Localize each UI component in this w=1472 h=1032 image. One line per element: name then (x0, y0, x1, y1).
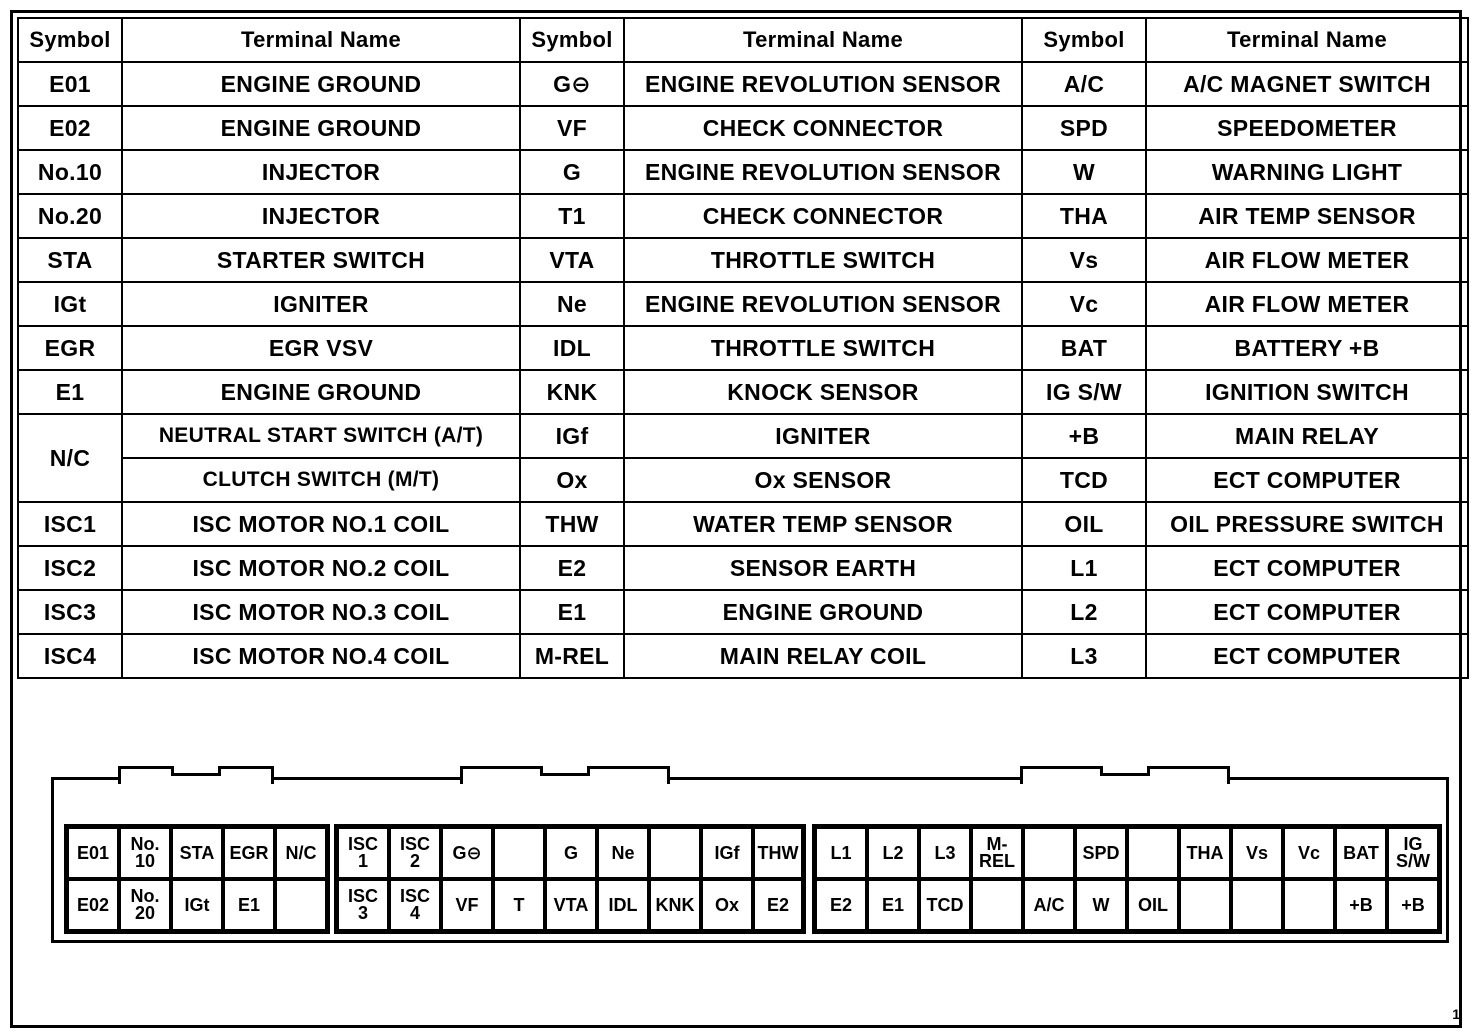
connector-pin: L3 (919, 827, 971, 879)
connector-pin: ISC 4 (389, 879, 441, 931)
terminal-name-cell: ENGINE GROUND (122, 106, 520, 150)
terminal-name-cell: ENGINE GROUND (624, 590, 1022, 634)
terminal-name-cell: ISC MOTOR NO.2 COIL (122, 546, 520, 590)
terminal-name-cell: ENGINE REVOLUTION SENSOR (624, 62, 1022, 106)
connector-pin: E02 (67, 879, 119, 931)
connector-pin: Vc (1283, 827, 1335, 879)
terminal-name-cell: THROTTLE SWITCH (624, 238, 1022, 282)
table-row (18, 326, 1468, 370)
connector-pin: W (1075, 879, 1127, 931)
connector-pin: E2 (815, 879, 867, 931)
connector-pin (1023, 827, 1075, 879)
table-row (18, 150, 1468, 194)
symbol-cell: L3 (1022, 634, 1146, 678)
terminal-name-cell: ISC MOTOR NO.1 COIL (122, 502, 520, 546)
connector-pin: IG S/W (1387, 827, 1439, 879)
connector-pin: STA (171, 827, 223, 879)
symbol-cell: G⊖ (520, 62, 624, 106)
terminal-name-cell: NEUTRAL START SWITCH (A/T) (122, 414, 520, 458)
terminal-name-cell: SENSOR EARTH (624, 546, 1022, 590)
connector-latch-tab (118, 766, 274, 784)
connector-pin: +B (1335, 879, 1387, 931)
symbol-cell: No.20 (18, 194, 122, 238)
connector-pin: Ne (597, 827, 649, 879)
symbol-cell: Vc (1022, 282, 1146, 326)
terminal-name-cell: AIR FLOW METER (1146, 238, 1468, 282)
symbol-cell: BAT (1022, 326, 1146, 370)
connector-pin: THW (753, 827, 803, 879)
header-terminal-name-1: Terminal Name (122, 18, 520, 62)
terminal-name-cell: KNOCK SENSOR (624, 370, 1022, 414)
connector-block-1 (64, 824, 330, 934)
document-frame (10, 10, 1462, 1028)
terminal-name-cell: INJECTOR (122, 150, 520, 194)
connector-pin (1231, 879, 1283, 931)
connector-pin: VTA (545, 879, 597, 931)
connector-latch-tab (460, 766, 670, 784)
symbol-cell: ISC4 (18, 634, 122, 678)
connector-pin: No. 10 (119, 827, 171, 879)
symbol-cell: ISC2 (18, 546, 122, 590)
terminal-name-cell: WATER TEMP SENSOR (624, 502, 1022, 546)
table-row (18, 62, 1468, 106)
connector-pin: THA (1179, 827, 1231, 879)
symbol-cell: L1 (1022, 546, 1146, 590)
connector-pin: E1 (867, 879, 919, 931)
header-symbol-3: Symbol (1022, 18, 1146, 62)
symbol-cell: IGf (520, 414, 624, 458)
connector-pin: KNK (649, 879, 701, 931)
symbol-cell: E01 (18, 62, 122, 106)
ecu-connector-diagram (51, 777, 1449, 943)
connector-pin: ISC 1 (337, 827, 389, 879)
symbol-cell: E1 (18, 370, 122, 414)
connector-pin (1283, 879, 1335, 931)
connector-pin: ISC 2 (389, 827, 441, 879)
symbol-cell: Ox (520, 458, 624, 502)
symbol-cell: W (1022, 150, 1146, 194)
symbol-cell: T1 (520, 194, 624, 238)
terminal-name-cell: ECT COMPUTER (1146, 546, 1468, 590)
connector-latch-tab (1020, 766, 1230, 784)
symbol-cell: EGR (18, 326, 122, 370)
symbol-cell: THA (1022, 194, 1146, 238)
connector-pin: IGf (701, 827, 753, 879)
terminal-name-cell: ISC MOTOR NO.4 COIL (122, 634, 520, 678)
symbol-cell: ISC3 (18, 590, 122, 634)
symbol-cell: IG S/W (1022, 370, 1146, 414)
symbol-cell: A/C (1022, 62, 1146, 106)
terminal-name-cell: CHECK CONNECTOR (624, 194, 1022, 238)
terminal-name-cell: INJECTOR (122, 194, 520, 238)
symbol-cell: KNK (520, 370, 624, 414)
connector-pin: IDL (597, 879, 649, 931)
terminal-name-cell: ECT COMPUTER (1146, 590, 1468, 634)
connector-pin (1127, 827, 1179, 879)
symbol-cell: M-REL (520, 634, 624, 678)
connector-pin: Ox (701, 879, 753, 931)
terminal-name-cell: ECT COMPUTER (1146, 634, 1468, 678)
symbol-cell: IDL (520, 326, 624, 370)
connector-pin: A/C (1023, 879, 1075, 931)
symbol-cell: VTA (520, 238, 624, 282)
table-row (18, 282, 1468, 326)
terminal-name-cell: ISC MOTOR NO.3 COIL (122, 590, 520, 634)
symbol-cell: IGt (18, 282, 122, 326)
symbol-cell: SPD (1022, 106, 1146, 150)
symbol-cell: VF (520, 106, 624, 150)
terminal-name-cell: IGNITER (122, 282, 520, 326)
table-row (18, 458, 1468, 502)
connector-pin: OIL (1127, 879, 1179, 931)
terminal-name-cell: ECT COMPUTER (1146, 458, 1468, 502)
symbol-cell: ISC1 (18, 502, 122, 546)
connector-pin: +B (1387, 879, 1439, 931)
table-row (18, 238, 1468, 282)
connector-pin: E1 (223, 879, 275, 931)
connector-pin: G (545, 827, 597, 879)
terminal-name-cell: CHECK CONNECTOR (624, 106, 1022, 150)
terminal-name-cell: STARTER SWITCH (122, 238, 520, 282)
header-terminal-name-2: Terminal Name (624, 18, 1022, 62)
terminal-name-cell: Ox SENSOR (624, 458, 1022, 502)
connector-pin: L1 (815, 827, 867, 879)
symbol-cell: E02 (18, 106, 122, 150)
terminal-name-cell: A/C MAGNET SWITCH (1146, 62, 1468, 106)
terminal-name-cell: BATTERY +B (1146, 326, 1468, 370)
connector-block-2 (334, 824, 806, 934)
symbol-cell: G (520, 150, 624, 194)
symbol-cell: Ne (520, 282, 624, 326)
terminal-name-cell: AIR FLOW METER (1146, 282, 1468, 326)
connector-pin (649, 827, 701, 879)
terminal-name-cell: MAIN RELAY COIL (624, 634, 1022, 678)
header-symbol-2: Symbol (520, 18, 624, 62)
symbol-cell: L2 (1022, 590, 1146, 634)
connector-pin: M- REL (971, 827, 1023, 879)
header-symbol-1: Symbol (18, 18, 122, 62)
table-row (18, 502, 1468, 546)
symbol-cell: E2 (520, 546, 624, 590)
table-row (18, 370, 1468, 414)
symbol-cell: THW (520, 502, 624, 546)
connector-pin: N/C (275, 827, 327, 879)
symbol-cell: +B (1022, 414, 1146, 458)
symbol-cell: No.10 (18, 150, 122, 194)
connector-pin: ISC 3 (337, 879, 389, 931)
symbol-cell: E1 (520, 590, 624, 634)
terminal-name-cell: IGNITER (624, 414, 1022, 458)
table-header-row (18, 18, 1468, 62)
connector-pin: G⊖ (441, 827, 493, 879)
terminal-table (17, 17, 1469, 679)
terminal-name-cell: ENGINE REVOLUTION SENSOR (624, 282, 1022, 326)
page-mark: 1 (1452, 1006, 1460, 1022)
table-row (18, 106, 1468, 150)
symbol-cell: N/C (18, 414, 122, 502)
connector-pin: IGt (171, 879, 223, 931)
connector-pin: L2 (867, 827, 919, 879)
connector-pin: Vs (1231, 827, 1283, 879)
connector-pin: TCD (919, 879, 971, 931)
connector-pin: E01 (67, 827, 119, 879)
terminal-name-cell: SPEEDOMETER (1146, 106, 1468, 150)
table-row (18, 414, 1468, 458)
connector-pin (275, 879, 327, 931)
symbol-cell: OIL (1022, 502, 1146, 546)
connector-pin: E2 (753, 879, 803, 931)
terminal-name-cell: MAIN RELAY (1146, 414, 1468, 458)
connector-block-3 (812, 824, 1442, 934)
table-row (18, 634, 1468, 678)
terminal-name-cell: WARNING LIGHT (1146, 150, 1468, 194)
table-row (18, 590, 1468, 634)
connector-pin: EGR (223, 827, 275, 879)
terminal-name-cell: ENGINE GROUND (122, 62, 520, 106)
connector-pin (493, 827, 545, 879)
terminal-name-cell: THROTTLE SWITCH (624, 326, 1022, 370)
connector-pin: SPD (1075, 827, 1127, 879)
table-row (18, 546, 1468, 590)
terminal-name-cell: CLUTCH SWITCH (M/T) (122, 458, 520, 502)
connector-pin: No. 20 (119, 879, 171, 931)
terminal-name-cell: OIL PRESSURE SWITCH (1146, 502, 1468, 546)
terminal-name-cell: ENGINE REVOLUTION SENSOR (624, 150, 1022, 194)
table-row (18, 194, 1468, 238)
terminal-name-cell: AIR TEMP SENSOR (1146, 194, 1468, 238)
terminal-name-cell: EGR VSV (122, 326, 520, 370)
symbol-cell: TCD (1022, 458, 1146, 502)
connector-pin: T (493, 879, 545, 931)
terminal-name-cell: IGNITION SWITCH (1146, 370, 1468, 414)
connector-pin: VF (441, 879, 493, 931)
connector-pin (971, 879, 1023, 931)
connector-pin: BAT (1335, 827, 1387, 879)
connector-pin (1179, 879, 1231, 931)
symbol-cell: STA (18, 238, 122, 282)
symbol-cell: Vs (1022, 238, 1146, 282)
header-terminal-name-3: Terminal Name (1146, 18, 1468, 62)
terminal-name-cell: ENGINE GROUND (122, 370, 520, 414)
